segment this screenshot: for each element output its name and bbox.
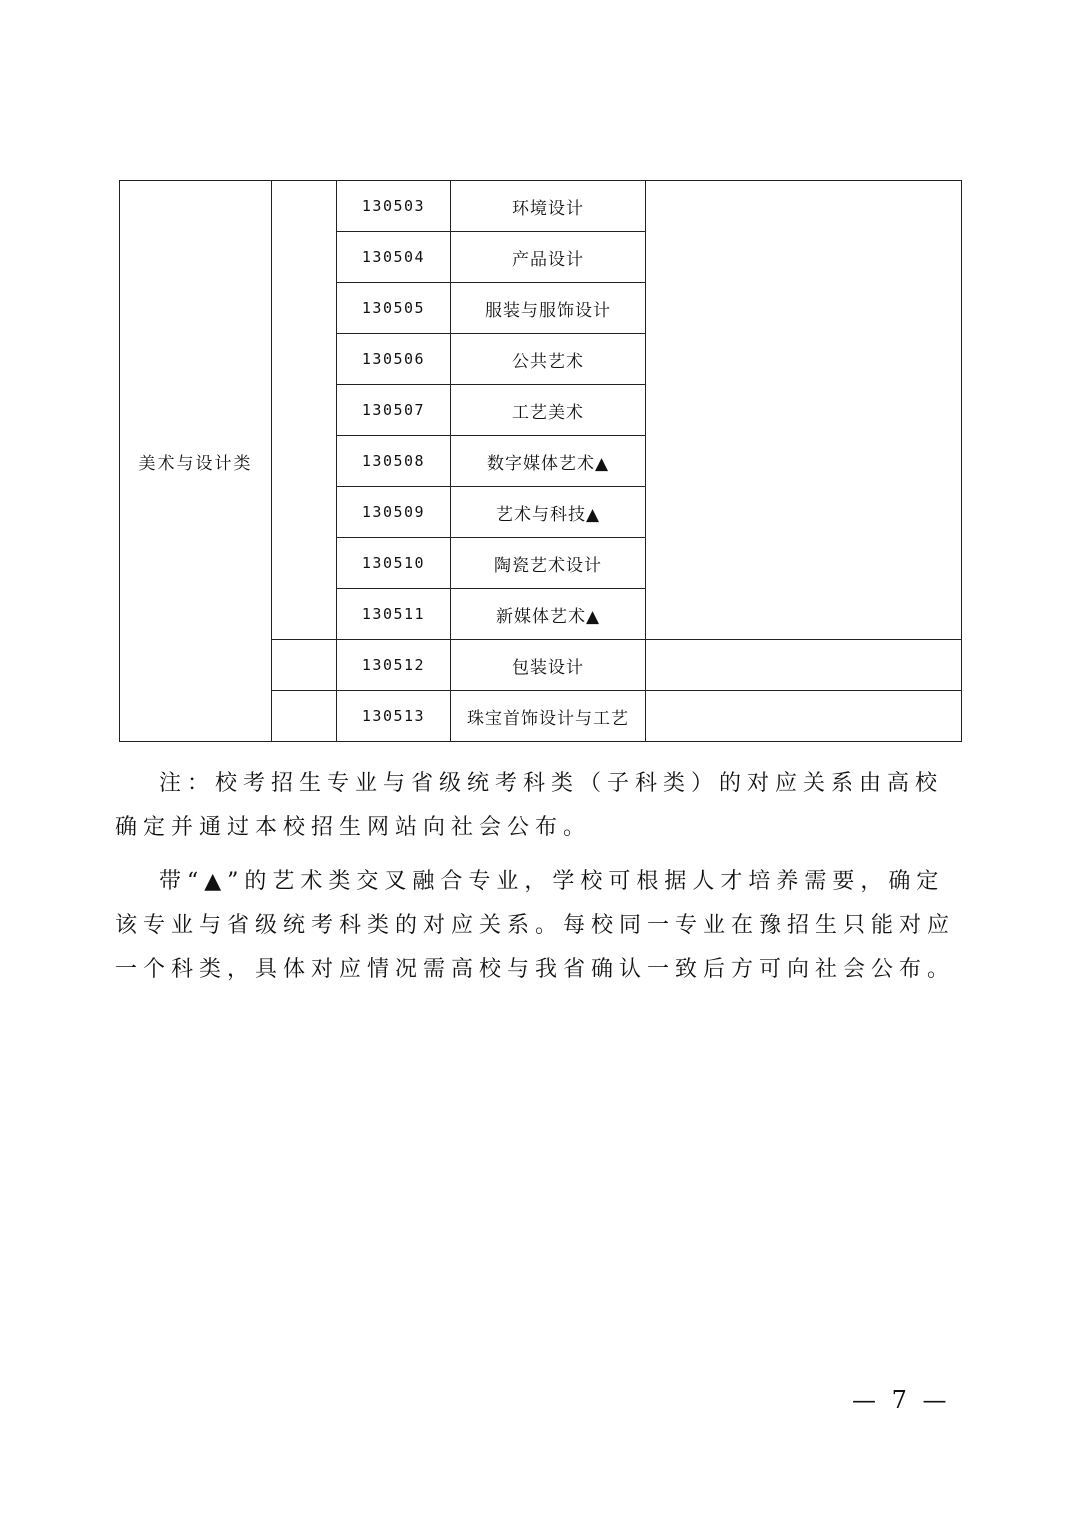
subcategory-cell: [272, 691, 337, 742]
major-code: 130507: [337, 385, 451, 436]
page-number: — 7 —: [852, 1386, 951, 1414]
major-name: 珠宝首饰设计与工艺: [451, 691, 646, 742]
major-name: 包装设计: [451, 640, 646, 691]
major-name: 艺术与科技▲: [451, 487, 646, 538]
major-name: 产品设计: [451, 232, 646, 283]
major-code: 130506: [337, 334, 451, 385]
major-code: 130512: [337, 640, 451, 691]
remarks-cell: [646, 640, 962, 691]
subcategory-cell: [272, 640, 337, 691]
note-paragraph: 带“▲”的艺术类交叉融合专业，学校可根据人才培养需要，确定该专业与省级统考科类的对应关系。每校同一专业在豫招生只能对应一个科类，具体对应情况需高校与我省确认一致后方可向社会公布。: [115, 869, 956, 982]
major-table: [119, 180, 962, 742]
major-name: 环境设计: [451, 181, 646, 232]
major-code: 130513: [337, 691, 451, 742]
major-name: 陶瓷艺术设计: [451, 538, 646, 589]
major-code: 130505: [337, 283, 451, 334]
major-code: 130503: [337, 181, 451, 232]
major-name: 新媒体艺术▲: [451, 589, 646, 640]
category-cell: 美术与设计类: [120, 181, 272, 742]
major-code: 130509: [337, 487, 451, 538]
remarks-cell: [646, 691, 962, 742]
remarks-cell: [646, 181, 962, 640]
major-name: 公共艺术: [451, 334, 646, 385]
major-name: 服装与服饰设计: [451, 283, 646, 334]
note-paragraph: 注：校考招生专业与省级统考科类（子科类）的对应关系由高校确定并通过本校招生网站向社会公布。: [115, 771, 944, 840]
major-code: 130508: [337, 436, 451, 487]
major-code: 130504: [337, 232, 451, 283]
notes-section: [115, 762, 960, 1002]
subcategory-cell: [272, 181, 337, 640]
major-name: 数字媒体艺术▲: [451, 436, 646, 487]
table-row: [120, 181, 962, 232]
major-name: 工艺美术: [451, 385, 646, 436]
major-code: 130510: [337, 538, 451, 589]
major-code: 130511: [337, 589, 451, 640]
